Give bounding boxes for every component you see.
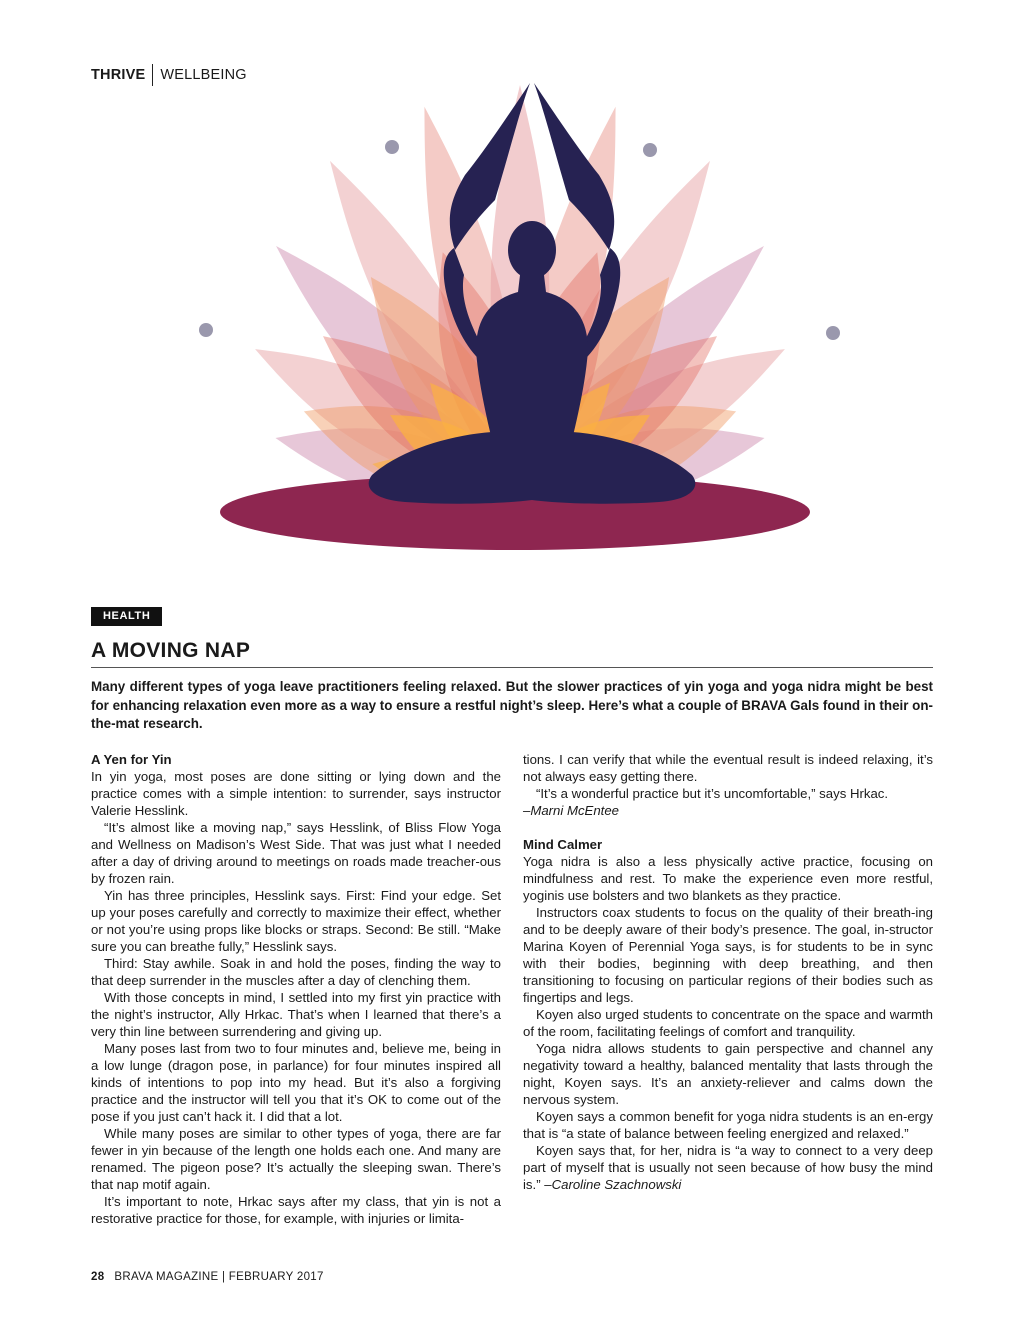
section-name: THRIVE bbox=[91, 67, 146, 83]
figure-part bbox=[508, 221, 556, 279]
paragraph: In yin yoga, most poses are done sitting or lying down and the practice comes with a simple intention: to surrender, says instructor Valerie Hesslink. bbox=[91, 769, 501, 818]
article-intro: Many different types of yoga leave practitioners feeling relaxed. But the slower practices of yin yoga and yoga nidra might be best for enhancing relaxation even more as a way to ensure a restful night’s sleep. Here’s what a couple of BRAVA Gals found in their on-the-mat research. bbox=[91, 679, 933, 732]
byline-nidra: –Caroline Szachnowski bbox=[544, 1177, 682, 1192]
paragraph: “It’s almost like a moving nap,” says Hesslink, of Bliss Flow Yoga and Wellness on Madison’s West Side. That was just what I needed after a day of driving around to meetings on roads made treacher-ous by frozen rain. bbox=[91, 820, 501, 886]
decorative-dot bbox=[826, 326, 840, 340]
paragraph: It’s important to note, Hrkac says after my class, that yin is not a restorative practice for those, for example, with injuries or limita- bbox=[91, 1194, 501, 1226]
final-paragraph-text: Koyen says that, for her, nidra is “a way to connect to a very deep part of myself that is usually not seen because of how busy the mind is.” bbox=[523, 1143, 933, 1192]
decorative-dot bbox=[643, 143, 657, 157]
paragraph: Instructors coax students to focus on the quality of their breath-ing and to be deeply aware of their body’s presence. The goal, in-structor Marina Koyen of Perennial Yoga says, is for students to be in sync with their bodies, beginning with deep breathing, and then transitioning to focusing on particular regions of their bodies such as fingertips and legs. bbox=[523, 905, 933, 1005]
paragraph-final bbox=[523, 1142, 933, 1193]
title-rule bbox=[91, 667, 933, 668]
decorative-dot bbox=[199, 323, 213, 337]
right-column bbox=[523, 751, 933, 1193]
paragraph: Third: Stay awhile. Soak in and hold the poses, finding the way to that deep surrender in the muscles after a day of clenching them. bbox=[91, 956, 501, 988]
article-title: A MOVING NAP bbox=[91, 639, 251, 662]
paragraph-quote: “It’s a wonderful practice but it’s uncomfortable,” says Hrkac. bbox=[536, 786, 889, 801]
paragraph: While many poses are similar to other types of yoga, there are far fewer in yin because of the length one holds each one. And many are renamed. The pigeon pose? It’s actually the sleeping swan. There’s that nap motif again. bbox=[91, 1126, 501, 1192]
paragraph: Yoga nidra is also a less physically active practice, focusing on mindfulness and rest. To make the experience even more restful, yoginis use bolsters and two blankets as they practice. bbox=[523, 854, 933, 903]
paragraph: Yoga nidra allows students to gain perspective and channel any negativity toward a healthy, balanced mentality that lasts through the night, Koyen says. It’s an anxiety-reliever and calms down the nervous system. bbox=[523, 1041, 933, 1107]
paragraph: Koyen also urged students to concentrate on the space and warmth of the room, facilitating feelings of comfort and tranquility. bbox=[523, 1007, 933, 1039]
section-heading-yin: A Yen for Yin bbox=[91, 752, 172, 767]
publication-info: BRAVA MAGAZINE | FEBRUARY 2017 bbox=[114, 1271, 324, 1283]
page-number: 28 bbox=[91, 1271, 105, 1283]
paragraph: With those concepts in mind, I settled into my first yin practice with the night’s instructor, Ally Hrkac. That’s when I learned that there’s a very thin line between surrendering and giving up. bbox=[91, 990, 501, 1039]
page-footer bbox=[91, 1271, 324, 1283]
paragraph: Koyen says a common benefit for yoga nidra students is an en-ergy that is “a state of balance between feeling energized and relaxed.” bbox=[523, 1109, 933, 1141]
subsection-name: WELLBEING bbox=[160, 67, 247, 83]
section-gap bbox=[523, 819, 933, 836]
paragraph-continued: tions. I can verify that while the eventual result is indeed relaxing, it’s not always easy getting there. bbox=[523, 752, 933, 784]
paragraph: Many poses last from two to four minutes and, believe me, being in a low lunge (dragon pose, in parlance) for four minutes inspired all kinds of intentions to pop into my head. But it’s also a forgiving practice and the instructor will tell you that it’s OK to come out of the pose if you just can’t hack it. I did that a lot. bbox=[91, 1041, 501, 1124]
category-tag: HEALTH bbox=[91, 607, 162, 626]
yoga-lotus-illustration bbox=[150, 80, 890, 550]
paragraph: Yin has three principles, Hesslink says. First: Find your edge. Set up your poses carefully and correctly to maximize their effect, whether or not you’re using props like blocks or straps. Second: Be still. “Make sure you can breathe fully,” Hesslink says. bbox=[91, 888, 501, 954]
section-heading-nidra: Mind Calmer bbox=[523, 837, 603, 852]
byline-yin: –Marni McEntee bbox=[523, 803, 620, 818]
decorative-dot bbox=[385, 140, 399, 154]
left-column bbox=[91, 751, 501, 1227]
